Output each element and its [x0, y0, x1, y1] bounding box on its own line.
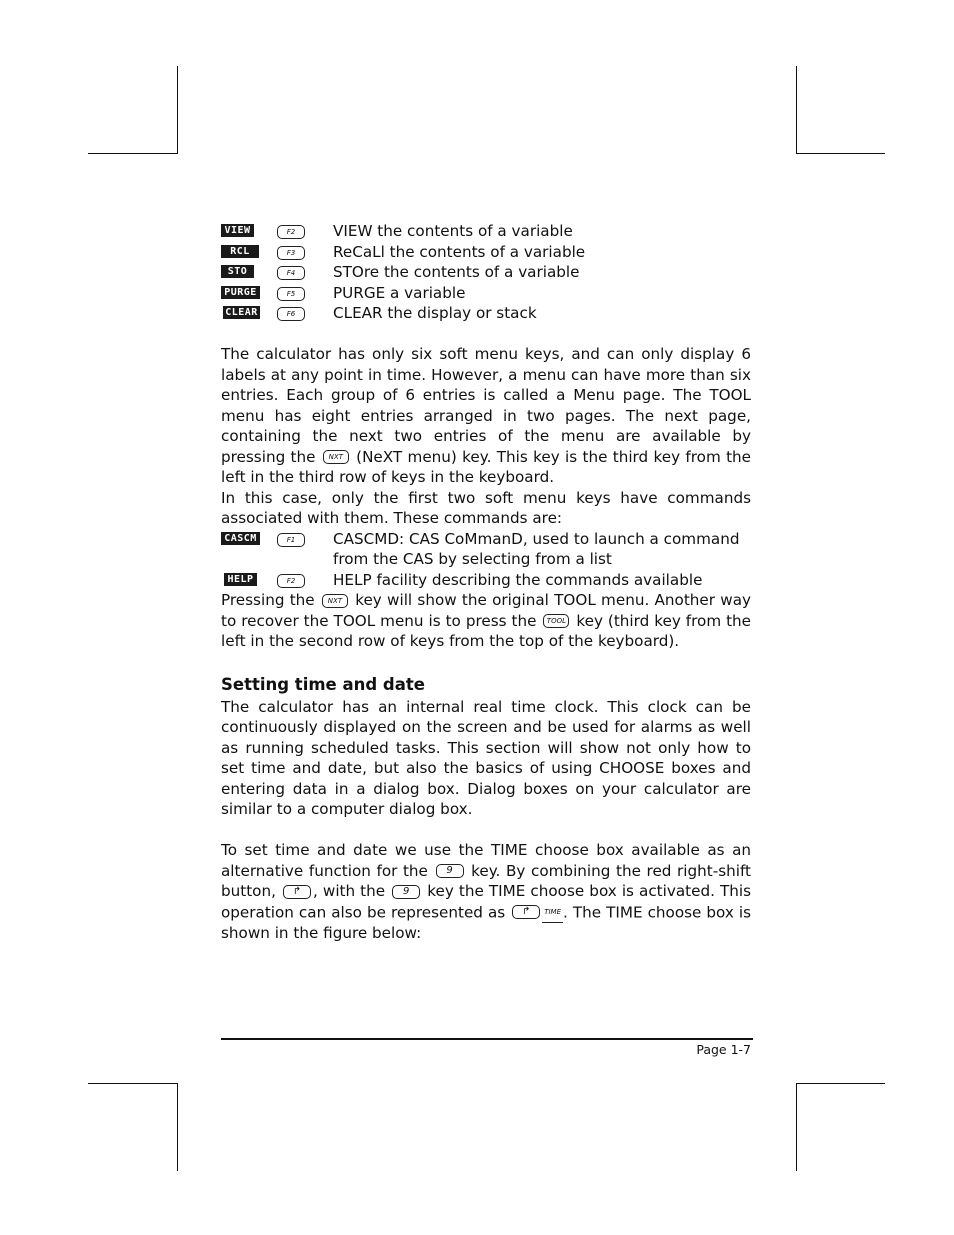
crop-mark	[796, 1083, 797, 1171]
paragraph-tool-menu	[221, 590, 751, 652]
soft-menu-label: HELP	[224, 573, 257, 586]
soft-menu-label: VIEW	[221, 224, 254, 237]
soft-menu-label: CLEAR	[223, 306, 260, 319]
paragraph-text: key (third key from the left in the second row of keys from the top of the keyboard).	[221, 611, 752, 650]
paragraph-commands-intro: In this case, only the first two soft menu keys have commands associated with them. These commands are:	[221, 488, 751, 527]
paragraph-text: The calculator has only six soft menu keys, and can only display 6 labels at any point in time. However, a menu can have more than six entries. Each group of 6 entries is called a Menu page. The TOOL menu has eight entries arranged in two pages. The next page, containing the next two entries of the menu are available by pressing the	[221, 345, 751, 466]
right-shift-key-icon: ↱	[283, 885, 311, 899]
crop-mark	[796, 153, 885, 154]
paragraph-set-time	[221, 840, 751, 944]
menu-row-rcl	[221, 242, 751, 263]
function-key-icon: F3	[277, 246, 305, 260]
paragraph-clock: The calculator has an internal real time clock. This clock can be continuously displayed on the screen and be used for alarms as well as running scheduled tasks. This section will show not only how to set time and date, but also the basics of using CHOOSE boxes and entering data in a dialog box. Dialog boxes on your calculator are similar to a computer dialog box.	[221, 697, 751, 818]
crop-mark	[796, 66, 797, 154]
paragraph-text: key. By combining the red right-shift button,	[221, 861, 751, 900]
menu-row-clear	[221, 303, 751, 324]
crop-mark	[177, 66, 178, 154]
menu-description: HELP facility describing the commands available	[333, 570, 703, 589]
menu-row-sto	[221, 262, 751, 283]
menu-description: VIEW the contents of a variable	[333, 222, 573, 240]
tool-key-icon: TOOL	[543, 614, 569, 628]
menu-row-cascmd	[221, 529, 751, 570]
menu-description: ReCaLl the contents of a variable	[333, 242, 586, 261]
menu-description: CLEAR the display or stack	[333, 304, 537, 322]
page-content	[221, 221, 751, 944]
paragraph-text: key the TIME choose box is activated. This operation can also be represented as	[221, 882, 752, 921]
page-number: Page 1-7	[696, 1042, 751, 1057]
menu-list-second	[221, 529, 751, 591]
menu-description: PURGE a variable	[333, 283, 466, 302]
footer-rule	[221, 1038, 753, 1040]
soft-menu-label: STO	[221, 265, 254, 278]
section-title: Setting time and date	[221, 674, 425, 694]
paragraph-text: . The TIME choose box is shown in the figure below:	[221, 902, 751, 942]
menu-row-view	[221, 221, 751, 242]
paragraph-text: To set time and date we use the TIME choose box available as an alternative function for the	[221, 841, 751, 880]
crop-mark	[177, 1083, 178, 1171]
time-label-icon: TIME	[542, 902, 563, 924]
key-9-icon: 9	[392, 885, 420, 899]
crop-mark	[88, 153, 177, 154]
paragraph-text: (NeXT menu) key. This key is the third key from the left in the third row of keys in the keyboard.	[221, 447, 752, 486]
menu-row-help	[221, 570, 751, 591]
function-key-icon: F2	[277, 574, 305, 588]
menu-row-purge	[221, 283, 751, 304]
paragraph-text: Pressing the	[221, 591, 315, 609]
paragraph-menu-pages	[221, 344, 751, 488]
function-key-icon: F6	[277, 307, 305, 321]
function-key-icon: F1	[277, 533, 305, 547]
crop-mark	[796, 1083, 885, 1084]
nxt-key-icon: NXT	[323, 450, 349, 464]
menu-list-top	[221, 221, 751, 324]
soft-menu-label: CASCM	[221, 532, 260, 545]
function-key-icon: F4	[277, 266, 305, 280]
soft-menu-label: RCL	[221, 245, 259, 258]
soft-menu-label: PURGE	[221, 286, 260, 299]
right-shift-key-icon: ↱	[512, 905, 540, 919]
crop-mark	[88, 1083, 177, 1084]
nxt-key-icon: NXT	[322, 594, 348, 608]
function-key-icon: F2	[277, 225, 305, 239]
paragraph-text: key will show the original TOOL menu. Another way to recover the TOOL menu is to press the	[221, 591, 752, 630]
menu-description: STOre the contents of a variable	[333, 263, 580, 281]
paragraph-text: , with the	[313, 882, 386, 900]
function-key-icon: F5	[277, 287, 305, 301]
menu-description: CASCMD: CAS CoMmanD, used to launch a command from the CAS by selecting from a list	[333, 529, 740, 568]
key-9-icon: 9	[436, 864, 464, 878]
